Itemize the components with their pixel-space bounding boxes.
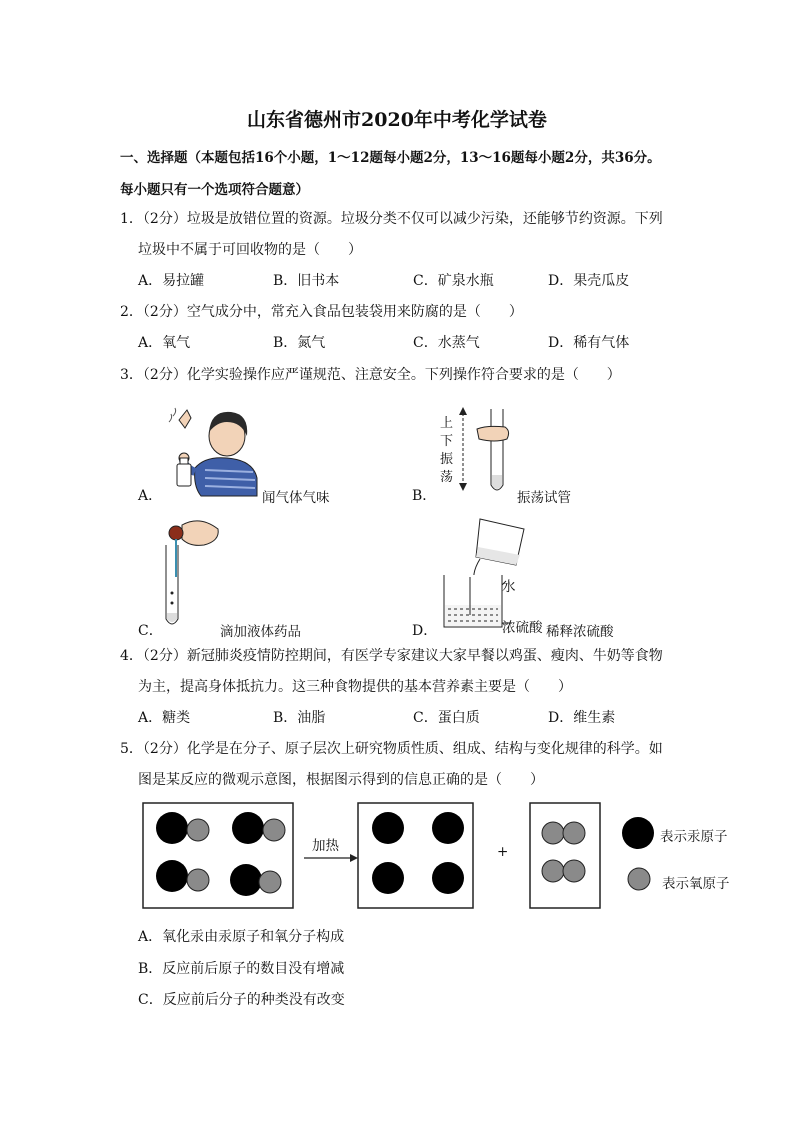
mercury-atom [232,812,264,844]
q3-option-c-letter: C． [138,623,163,639]
oxygen-atom [259,871,281,893]
q2-option-b: B．氮气 [273,335,326,351]
product-oxygen-box [530,803,600,908]
shake-test-tube-illustration [455,405,515,500]
q1-option-a: A．易拉罐 [138,273,205,289]
q5-option-c: C．反应前后分子的种类没有改变 [138,992,345,1008]
q1-option-c: C．矿泉水瓶 [413,273,494,289]
q3-option-b-letter: B． [412,488,437,504]
question-5-text: 5．（2分）化学是在分子、原子层次上研究物质性质、组成、结构与变化规律的科学。如 [120,741,663,757]
q3-option-c-caption: 滴加液体药品 [220,624,301,640]
shake-label-down: 下 [440,434,454,449]
question-2-text: 2．（2分）空气成分中，常充入食品包装袋用来防腐的是（ ） [120,304,523,320]
legend-oxygen-label: 表示氧原子 [662,876,730,892]
shake-label-up: 上 [440,416,454,431]
q1-option-d: D．果壳瓜皮 [548,273,630,289]
legend-mercury-label: 表示汞原子 [660,829,728,845]
q2-option-d: D．稀有气体 [548,335,630,351]
q3-option-a-caption: 闻气体气味 [262,490,330,506]
q4-option-b: B．油脂 [273,710,326,726]
question-1-text: 1．（2分）垃圾是放错位置的资源。垃圾分类不仅可以减少污染，还能够节约资源。下列 [120,211,663,227]
legend-oxygen-marker [626,866,652,892]
dilute-acid-illustration [440,515,530,630]
mercury-atom [432,862,464,894]
mercury-atom [372,812,404,844]
q2-option-c: C．水蒸气 [413,335,480,351]
mercury-atom [156,812,188,844]
q3-option-a-letter: A． [138,488,163,504]
legend-mercury-marker [620,815,656,851]
shake-label-move: 荡 [440,470,454,485]
oxygen-atom [187,869,209,891]
q1-option-b: B．旧书本 [273,273,340,289]
oxygen-atom [563,822,585,844]
q3-option-d-letter: D． [412,623,438,639]
mercury-atom [156,860,188,892]
oxygen-atom [563,860,585,882]
mercury-atom [230,864,262,896]
dilute-acid-label: 浓硫酸 [502,620,543,636]
question-5-text-cont: 图是某反应的微观示意图，根据图示得到的信息正确的是（ ） [138,772,544,788]
section-header-line2: 每小题只有一个选项符合题意） [120,182,309,198]
q5-option-a: A．氧化汞由汞原子和氧分子构成 [138,929,345,945]
q2-option-a: A．氧气 [138,335,191,351]
shake-label-shake: 振 [440,452,454,467]
oxygen-atom [542,822,564,844]
question-3-text: 3．（2分）化学实验操作应严谨规范、注意安全。下列操作符合要求的是（ ） [120,367,621,383]
q4-option-a: A．糖类 [138,710,191,726]
oxygen-atom [187,819,209,841]
q4-option-c: C．蛋白质 [413,710,480,726]
q4-option-d: D．维生素 [548,710,616,726]
question-4-text-cont: 为主，提高身体抵抗力。这三种食物提供的基本营养素主要是（ ） [138,679,572,695]
section-header-line1: 一、选择题（本题包括16个小题，1～12题每小题2分，13～16题每小题2分，共36分。 [120,150,661,166]
reaction-plus: + [497,844,509,860]
q3-option-d-caption: 稀释浓硫酸 [546,624,614,640]
question-4-text: 4．（2分）新冠肺炎疫情防控期间，有医学专家建议大家早餐以鸡蛋、瘦肉、牛奶等食物 [120,648,663,664]
q5-option-b: B．反应前后原子的数目没有增减 [138,961,345,977]
q3-option-b-caption: 振荡试管 [517,490,571,506]
oxygen-atom [542,860,564,882]
question-1-text-cont: 垃圾中不属于可回收物的是（ ） [138,242,362,258]
mercury-atom [432,812,464,844]
reaction-arrow-label: 加热 [312,838,339,854]
dilute-water-label: 水 [502,579,516,595]
reaction-diagram [140,800,620,910]
smell-gas-illustration [165,398,265,498]
page-title: 山东省德州市2020年中考化学试卷 [247,109,547,131]
dropper-illustration [160,515,220,630]
mercury-atom [372,862,404,894]
oxygen-atom [263,819,285,841]
